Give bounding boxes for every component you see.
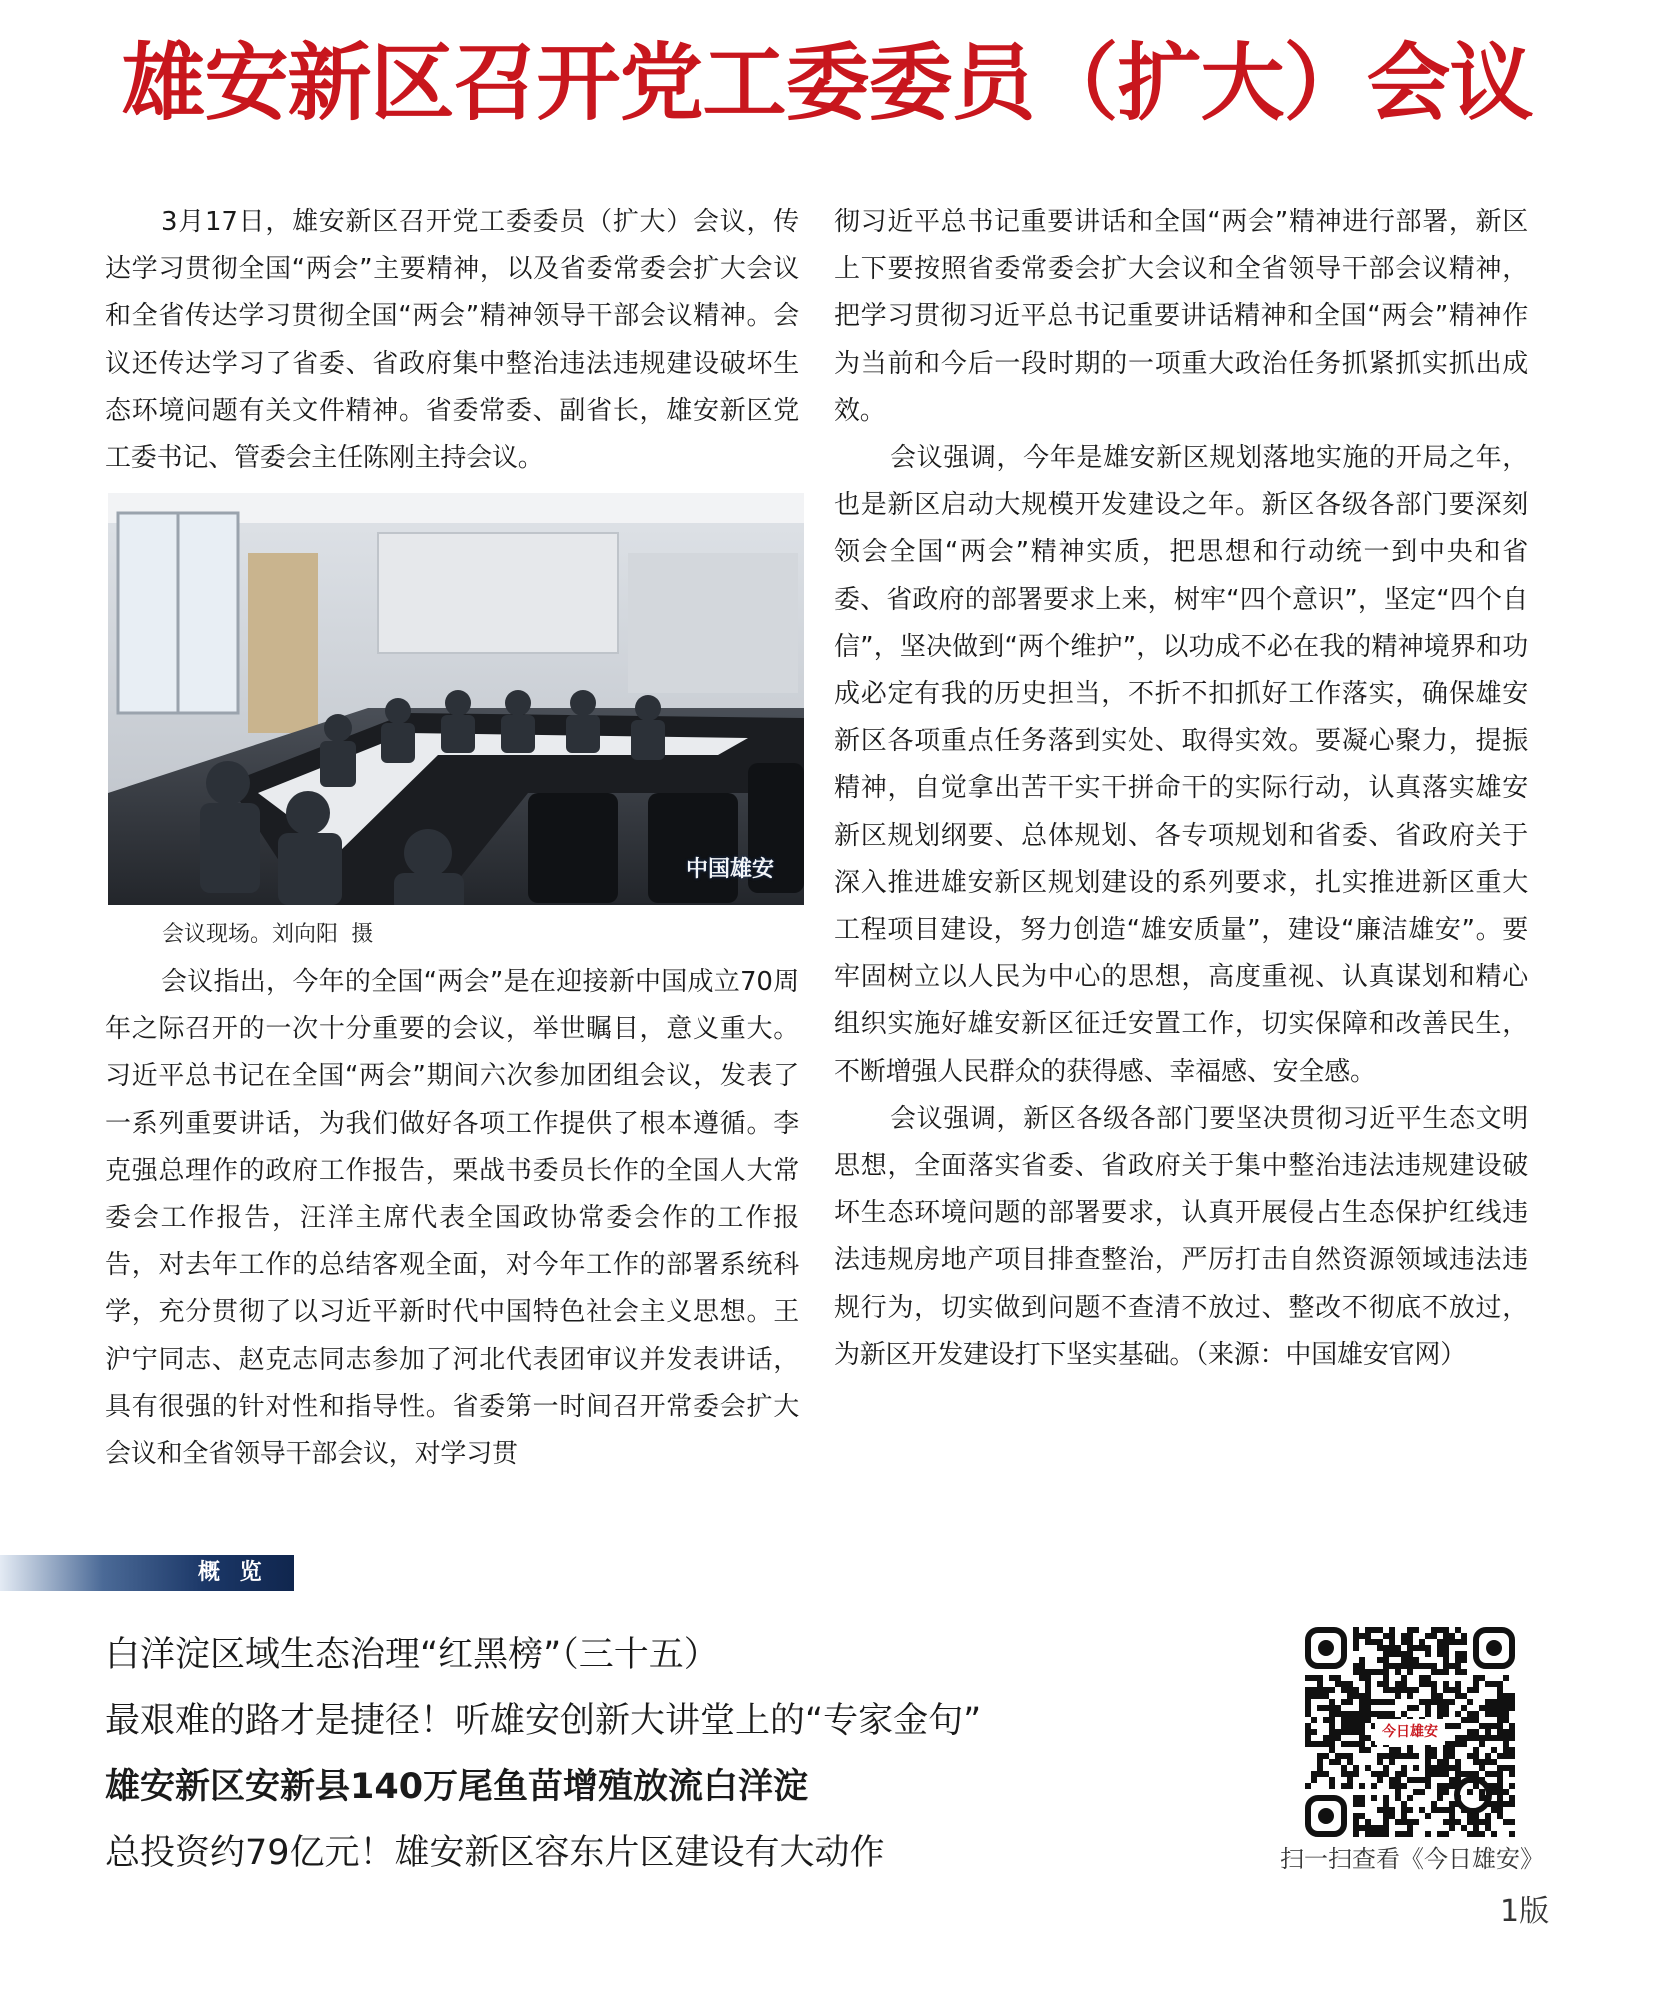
article-paragraph-continued: 彻习近平总书记重要讲话和全国“两会”精神进行部署，新区上下要按照省委常委会扩大会议和全省领导干部会议精神，把学习贯彻习近平总书记重要讲话精神和全国“两会”精神作为当前和今后一段时期的一项重大政治任务抓紧抓实抓出成效。 bbox=[834, 207, 1528, 426]
headline: 雄安新区召开党工委委员（扩大）会议 bbox=[121, 33, 1533, 132]
article-column-right bbox=[834, 199, 1528, 1379]
overview-item[interactable]: 白洋淀区域生态治理“红黑榜”（三十五） bbox=[105, 1635, 719, 1675]
qr-code-icon[interactable] bbox=[1305, 1627, 1515, 1837]
article-paragraph: 会议强调，新区各级各部门要坚决贯彻习近平生态文明思想，全面落实省委、省政府关于集中整治违法违规建设破坏生态环境问题的部署要求，认真开展侵占生态保护红线违法违规房地产项目排查整治，严厉打击自然资源领域违法违规行为，切实做到问题不查清不放过、整改不彻底不放过，为新区开发建设打下坚实基础。（来源：中国雄安官网） bbox=[834, 1103, 1528, 1370]
meeting-photo bbox=[108, 493, 804, 905]
article-column-left-top bbox=[105, 199, 799, 482]
overview-item[interactable]: 总投资约79亿元！雄安新区容东片区建设有大动作 bbox=[105, 1833, 885, 1873]
section-label: 概 览 bbox=[198, 1560, 268, 1585]
overview-item[interactable]: 雄安新区安新县140万尾鱼苗增殖放流白洋淀 bbox=[105, 1767, 809, 1807]
photo-caption: 会议现场。刘向阳 摄 bbox=[162, 922, 374, 947]
article-column-left-bottom bbox=[105, 959, 799, 1478]
photo-watermark: 中国雄安 bbox=[685, 856, 774, 882]
overview-list bbox=[105, 1628, 981, 1892]
overview-item[interactable]: 最艰难的路才是捷径！听雄安创新大讲堂上的“专家金句” bbox=[105, 1701, 982, 1741]
article-paragraph: 会议强调，今年是雄安新区规划落地实施的开局之年，也是新区启动大规模开发建设之年。新区各级各部门要深刻领会全国“两会”精神实质，把思想和行动统一到中央和省委、省政府的部署要求上来，树牢“四个意识”，坚定“四个自信”，坚决做到“两个维护”，以功成不必在我的精神境界和功成必定有我的历史担当，不折不扣抓好工作落实，确保雄安新区各项重点任务落到实处、取得实效。要凝心聚力，提振精神，自觉拿出苦干实干拼命干的实际行动，认真落实雄安新区规划纲要、总体规划、各专项规划和省委、省政府关于深入推进雄安新区规划建设的系列要求，扎实推进新区重大工程项目建设，努力创造“雄安质量”，建设“廉洁雄安”。要牢固树立以人民为中心的思想，高度重视、认真谋划和精心组织实施好雄安新区征迁安置工作，切实保障和改善民生，不断增强人民群众的获得感、幸福感、安全感。 bbox=[834, 443, 1528, 1087]
article-paragraph: 3月17日，雄安新区召开党工委委员（扩大）会议，传达学习贯彻全国“两会”主要精神，以及省委常委会扩大会议和全省传达学习贯彻全国“两会”精神领导干部会议精神。会议还传达学习了省委、省政府集中整治违法违规建设破坏生态环境问题有关文件精神。省委常委、副省长，雄安新区党工委书记、管委会主任陈刚主持会议。 bbox=[105, 207, 799, 474]
article-paragraph: 会议指出，今年的全国“两会”是在迎接新中国成立70周年之际召开的一次十分重要的会议，举世瞩目，意义重大。习近平总书记在全国“两会”期间六次参加团组会议，发表了一系列重要讲话，为我们做好各项工作提供了根本遵循。李克强总理作的政府工作报告，栗战书委员长作的全国人大常委会工作报告，汪洋主席代表全国政协常委会作的工作报告，对去年工作的总结客观全面，对今年工作的部署系统科学，充分贯彻了以习近平新时代中国特色社会主义思想。王沪宁同志、赵克志同志参加了河北代表团审议并发表讲话，具有很强的针对性和指导性。省委第一时间召开常委会扩大会议和全省领导干部会议，对学习贯 bbox=[105, 967, 799, 1470]
page-number: 1版 bbox=[1500, 1894, 1550, 1929]
qr-center-label: 今日雄安 bbox=[1375, 1719, 1445, 1745]
qr-caption: 扫一扫查看《今日雄安》 bbox=[1280, 1845, 1544, 1873]
